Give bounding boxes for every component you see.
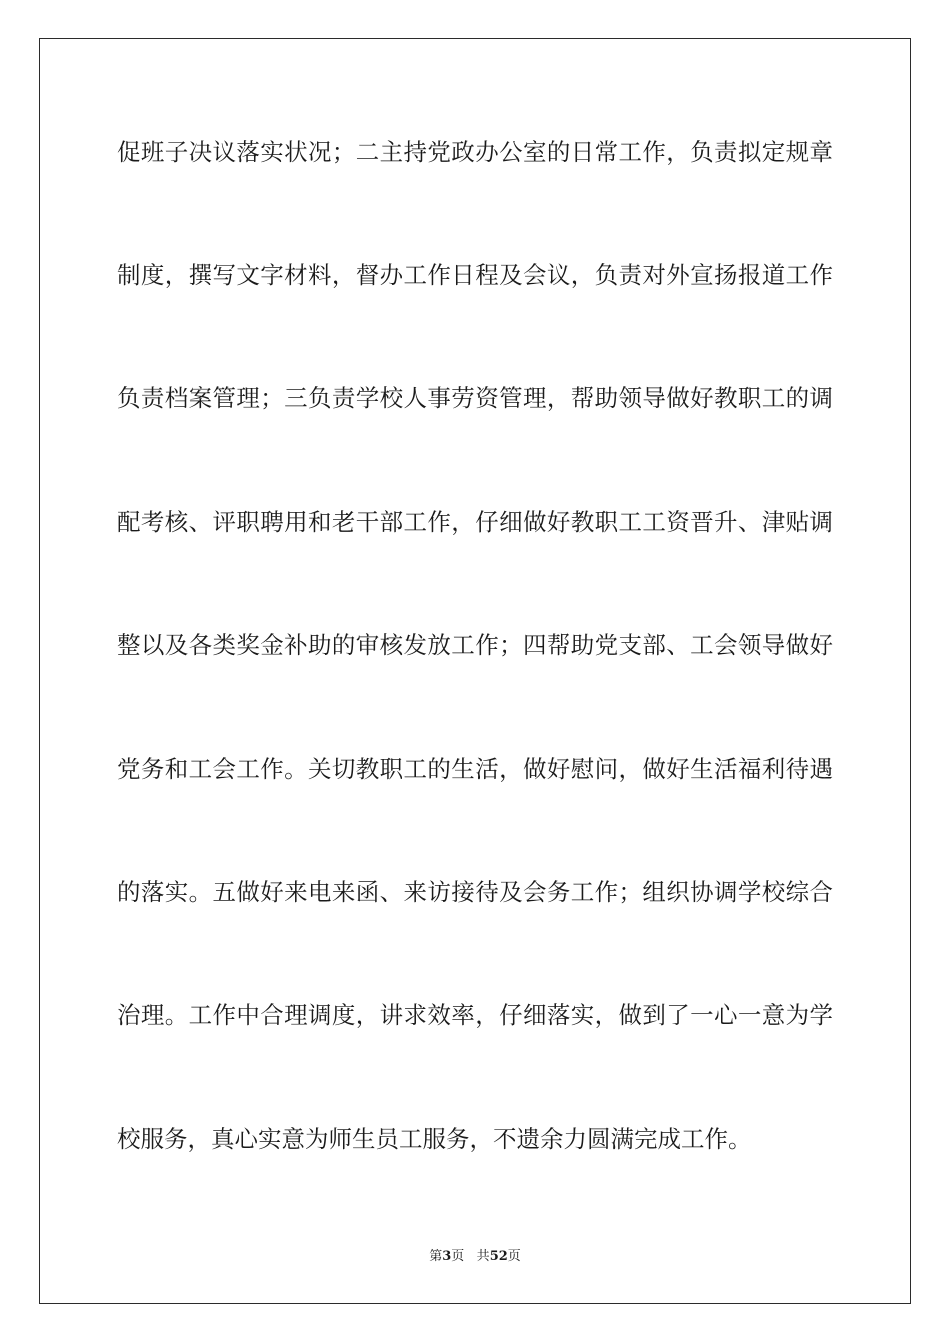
text-line: 制度，撰写文字材料，督办工作日程及会议，负责对外宣扬报道工作 — [117, 261, 833, 289]
text-line: 党务和工会工作。关切教职工的生活，做好慰问，做好生活福利待遇 — [117, 755, 833, 783]
page-footer — [0, 1248, 950, 1266]
text-line: 负责档案管理；三负责学校人事劳资管理，帮助领导做好教职工的调 — [117, 384, 833, 412]
total-pages: 52 — [489, 1249, 508, 1264]
text-line: 整以及各类奖金补助的审核发放工作；四帮助党支部、工会领导做好 — [117, 631, 833, 659]
text-line: 校服务，真心实意为师生员工服务，不遗余力圆满完成工作。 — [117, 1125, 752, 1153]
page-suffix: 页 — [451, 1249, 465, 1264]
text-line: 治理。工作中合理调度，讲求效率，仔细落实，做到了一心一意为学 — [117, 1001, 833, 1029]
text-line: 的落实。五做好来电来函、来访接待及会务工作；组织协调学校综合 — [117, 878, 833, 906]
total-prefix: 共 — [476, 1249, 490, 1264]
text-line: 配考核、评职聘用和老干部工作，仔细做好教职工工资晋升、津贴调 — [117, 508, 833, 536]
page-border — [39, 38, 911, 1304]
total-suffix: 页 — [507, 1249, 521, 1264]
text-line: 促班子决议落实状况；二主持党政办公室的日常工作，负责拟定规章 — [117, 138, 833, 166]
page-number: 3 — [442, 1249, 452, 1264]
page-prefix: 第 — [429, 1249, 443, 1264]
